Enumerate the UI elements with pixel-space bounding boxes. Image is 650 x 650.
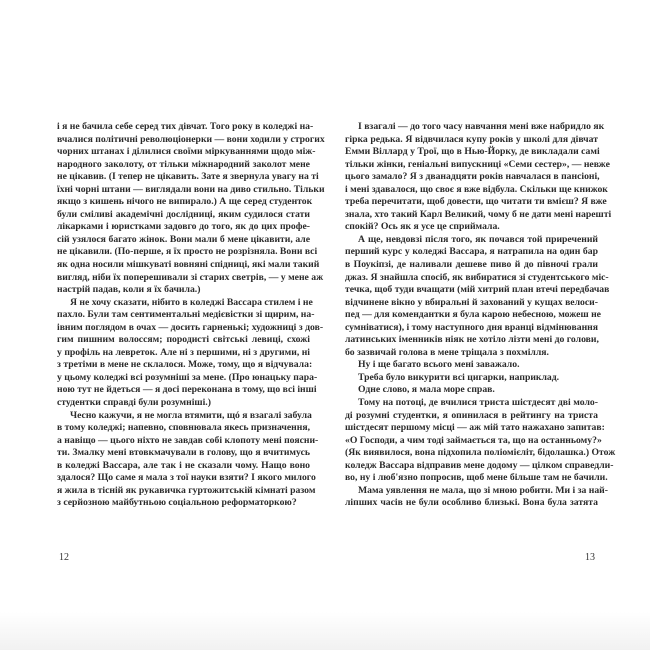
text-line: треба перечитати, щоб довести, що читати ти вмієш? Я вже — [345, 196, 607, 208]
text-line: течка, щоб туди вчащати (мій хитрий план втечі передбачав — [345, 284, 610, 296]
text-line: у профіль на левреток. Але ні з першими, ні з другими, ні — [57, 346, 310, 358]
text-line: перший курс у коледжі Вассара, я натрапила на один бар — [345, 246, 598, 258]
text-line: сумніватися), і тому наступного дня вранці відмінювання — [345, 321, 598, 333]
text-line: шістдесят першому місці — аж мій тато нажахано запитав: — [345, 422, 605, 434]
text-line: латинських іменників ніяк не хотіло лізти мені до голови, — [345, 334, 599, 346]
left-page-text — [57, 121, 325, 510]
text-line: ді розумні студентки, я опинилася в рейтингу на триста — [345, 409, 598, 421]
text-line: студентки справді були розумніші.) — [57, 397, 211, 409]
text-line: були сміливі академічні дослідниці, яким судилося стати — [57, 208, 310, 220]
left-page-number: 12 — [59, 552, 69, 563]
text-line: як одна носили мішкуваті вовняні спідниці, які мали такий — [57, 259, 320, 271]
text-line: не цікавив. (І тепер не цікавить. Зате я звернула увагу на ті — [57, 171, 319, 183]
text-line: в Поукіпзі, де наливали дешеве пиво й до півночі грали — [345, 259, 598, 271]
right-page-text — [345, 121, 616, 510]
text-line: Я не хочу сказати, нібито в коледжі Вассара стилем і не — [70, 296, 313, 308]
page-bottom-edge — [0, 612, 650, 650]
text-line: Емми Віллард у Трої, що в Нью-Йорку, де викладали самі — [345, 146, 600, 158]
text-line: я жила в тісній як рукавичка гуртожитській кімнаті разом — [57, 484, 316, 496]
text-line: настрій падав, коли я їх бачила.) — [57, 284, 201, 296]
text-line: в коледжі Вассара, але так і не сказали чому. Нащо воно — [57, 459, 310, 471]
text-line: і я не бачила себе серед тих дівчат. Того року в коледжі на- — [57, 121, 314, 132]
text-line: ліпших часів не були особливо близькі. Вона була затята — [345, 497, 598, 509]
text-line: Чесно кажучи, я не могла втямити, щó я взагалі забула — [70, 409, 312, 421]
text-line: Тому на потоці, де вчилися триста шістдесят дві моло- — [358, 397, 598, 409]
text-line: (Як виявилося, вона підхопила поліомієліт, бідолашка.) Отож — [345, 447, 616, 459]
text-line: з серйозною майбутньою соціальною реформаторкою? — [57, 497, 297, 509]
text-line: гірка редька. Я відвчилася купу років у школі для дівчат — [345, 133, 598, 145]
text-line: з третіми в мене не склалося. Може, тому, що я відчувала: — [57, 359, 313, 371]
text-line: пед — для комендантки я була карою небесною, можеш не — [345, 309, 601, 321]
text-line: цього замало? Я з дванадцяти років навчалася в пансіоні, — [345, 171, 600, 183]
text-line: а навіщо — цього ніхто не завдав собі клопоту мені поясни- — [57, 434, 319, 446]
text-line: сій узялося багато жінок. Вони мали б мене цікавити, але — [57, 233, 310, 245]
text-line: Одне слово, я мала море справ. — [358, 384, 495, 396]
right-page-number: 13 — [585, 552, 595, 563]
text-line: знала, хто такий Карл Великий, чому б не дати мені нарешті — [345, 208, 612, 220]
text-line: їхні чорні штани — виглядали вони на диво стильно. Тільки — [57, 183, 325, 195]
text-line: в тому коледжі; напевно, сповнювала якесь призначення, — [57, 422, 311, 434]
text-line: відчинене вікно у вбиральні й захований у кущах велоси- — [345, 296, 598, 308]
text-line: Ну і ще багато всього мені заважало. — [358, 359, 520, 371]
text-line: пахло. Були там сентиментальні медієвістки зі щирим, на- — [57, 309, 315, 321]
text-line: ною тут не йдеться — я досі переконана в тому, що всі інші — [57, 384, 317, 396]
text-line: Мама уявлення не мала, що зі мною робити. Ми і за най- — [358, 484, 608, 496]
text-line: вигляд, ніби їх поперешивали зі старих светрів, — у мене аж — [57, 271, 324, 283]
text-line: бо зазвичай голова в мене тріщала з похмілля. — [345, 346, 549, 358]
text-line: І взагалі — до того часу навчання мені вже набридло як — [358, 121, 605, 132]
text-line: якщо з кишень нічого не випирало.) А ще серед студенток — [57, 196, 313, 208]
text-line: і мені здавалося, що своє я вже відбула. Скільки ще книжок — [345, 183, 608, 195]
text-line: чорних штанах і ділилися своїми міркуваннями щодо між- — [57, 146, 316, 158]
text-line: Треба було викурити всі цигарки, наприклад. — [358, 371, 560, 383]
text-line: во, ну і люб'язно попросив, щоб мене більше там не бачили. — [345, 472, 608, 484]
text-line: івним поглядом в очах — досить гарненькі; художниці з дов- — [57, 321, 324, 333]
text-line: спокій? Ось як я усе це сприймала. — [345, 221, 500, 233]
text-line: у цьому коледжі всі розумніші за мене. (Про юнацьку пара- — [57, 371, 318, 383]
text-line: гим пишним волоссям; породисті світські левиці, схожі — [57, 334, 310, 346]
text-line: вчалися політичні революціонерки — вони ходили у строгих — [57, 133, 325, 145]
text-line: тільки жінки, геніальні випускниці «Семи сестер», — невже — [345, 158, 610, 170]
text-line: «О Господи, а чим тоді займається та, що на останньому?» — [345, 434, 602, 446]
text-line: не цікавили. (По-перше, я їх просто не розрізняла. Вони всі — [57, 246, 318, 258]
text-line: здалося? Що саме я мала з тої науки взяти? І якого милого — [57, 472, 316, 484]
text-line: А ще, невдовзі після того, як почався той приречений — [358, 233, 598, 245]
text-line: народного заколоту, от тільки міжнародний заколот мене — [57, 158, 310, 170]
text-line: лікарками і юристками задовго до того, як до цих профе- — [57, 221, 310, 233]
text-line: коледж Вассара відправив мене додому — цілком справедли- — [345, 459, 614, 471]
text-line: ти. Змалку мені втовкмачували в голову, що я вчитимусь — [57, 447, 310, 459]
text-line: джаз. Я знайшла спосіб, як вибиратися зі студентського міс- — [345, 271, 609, 283]
